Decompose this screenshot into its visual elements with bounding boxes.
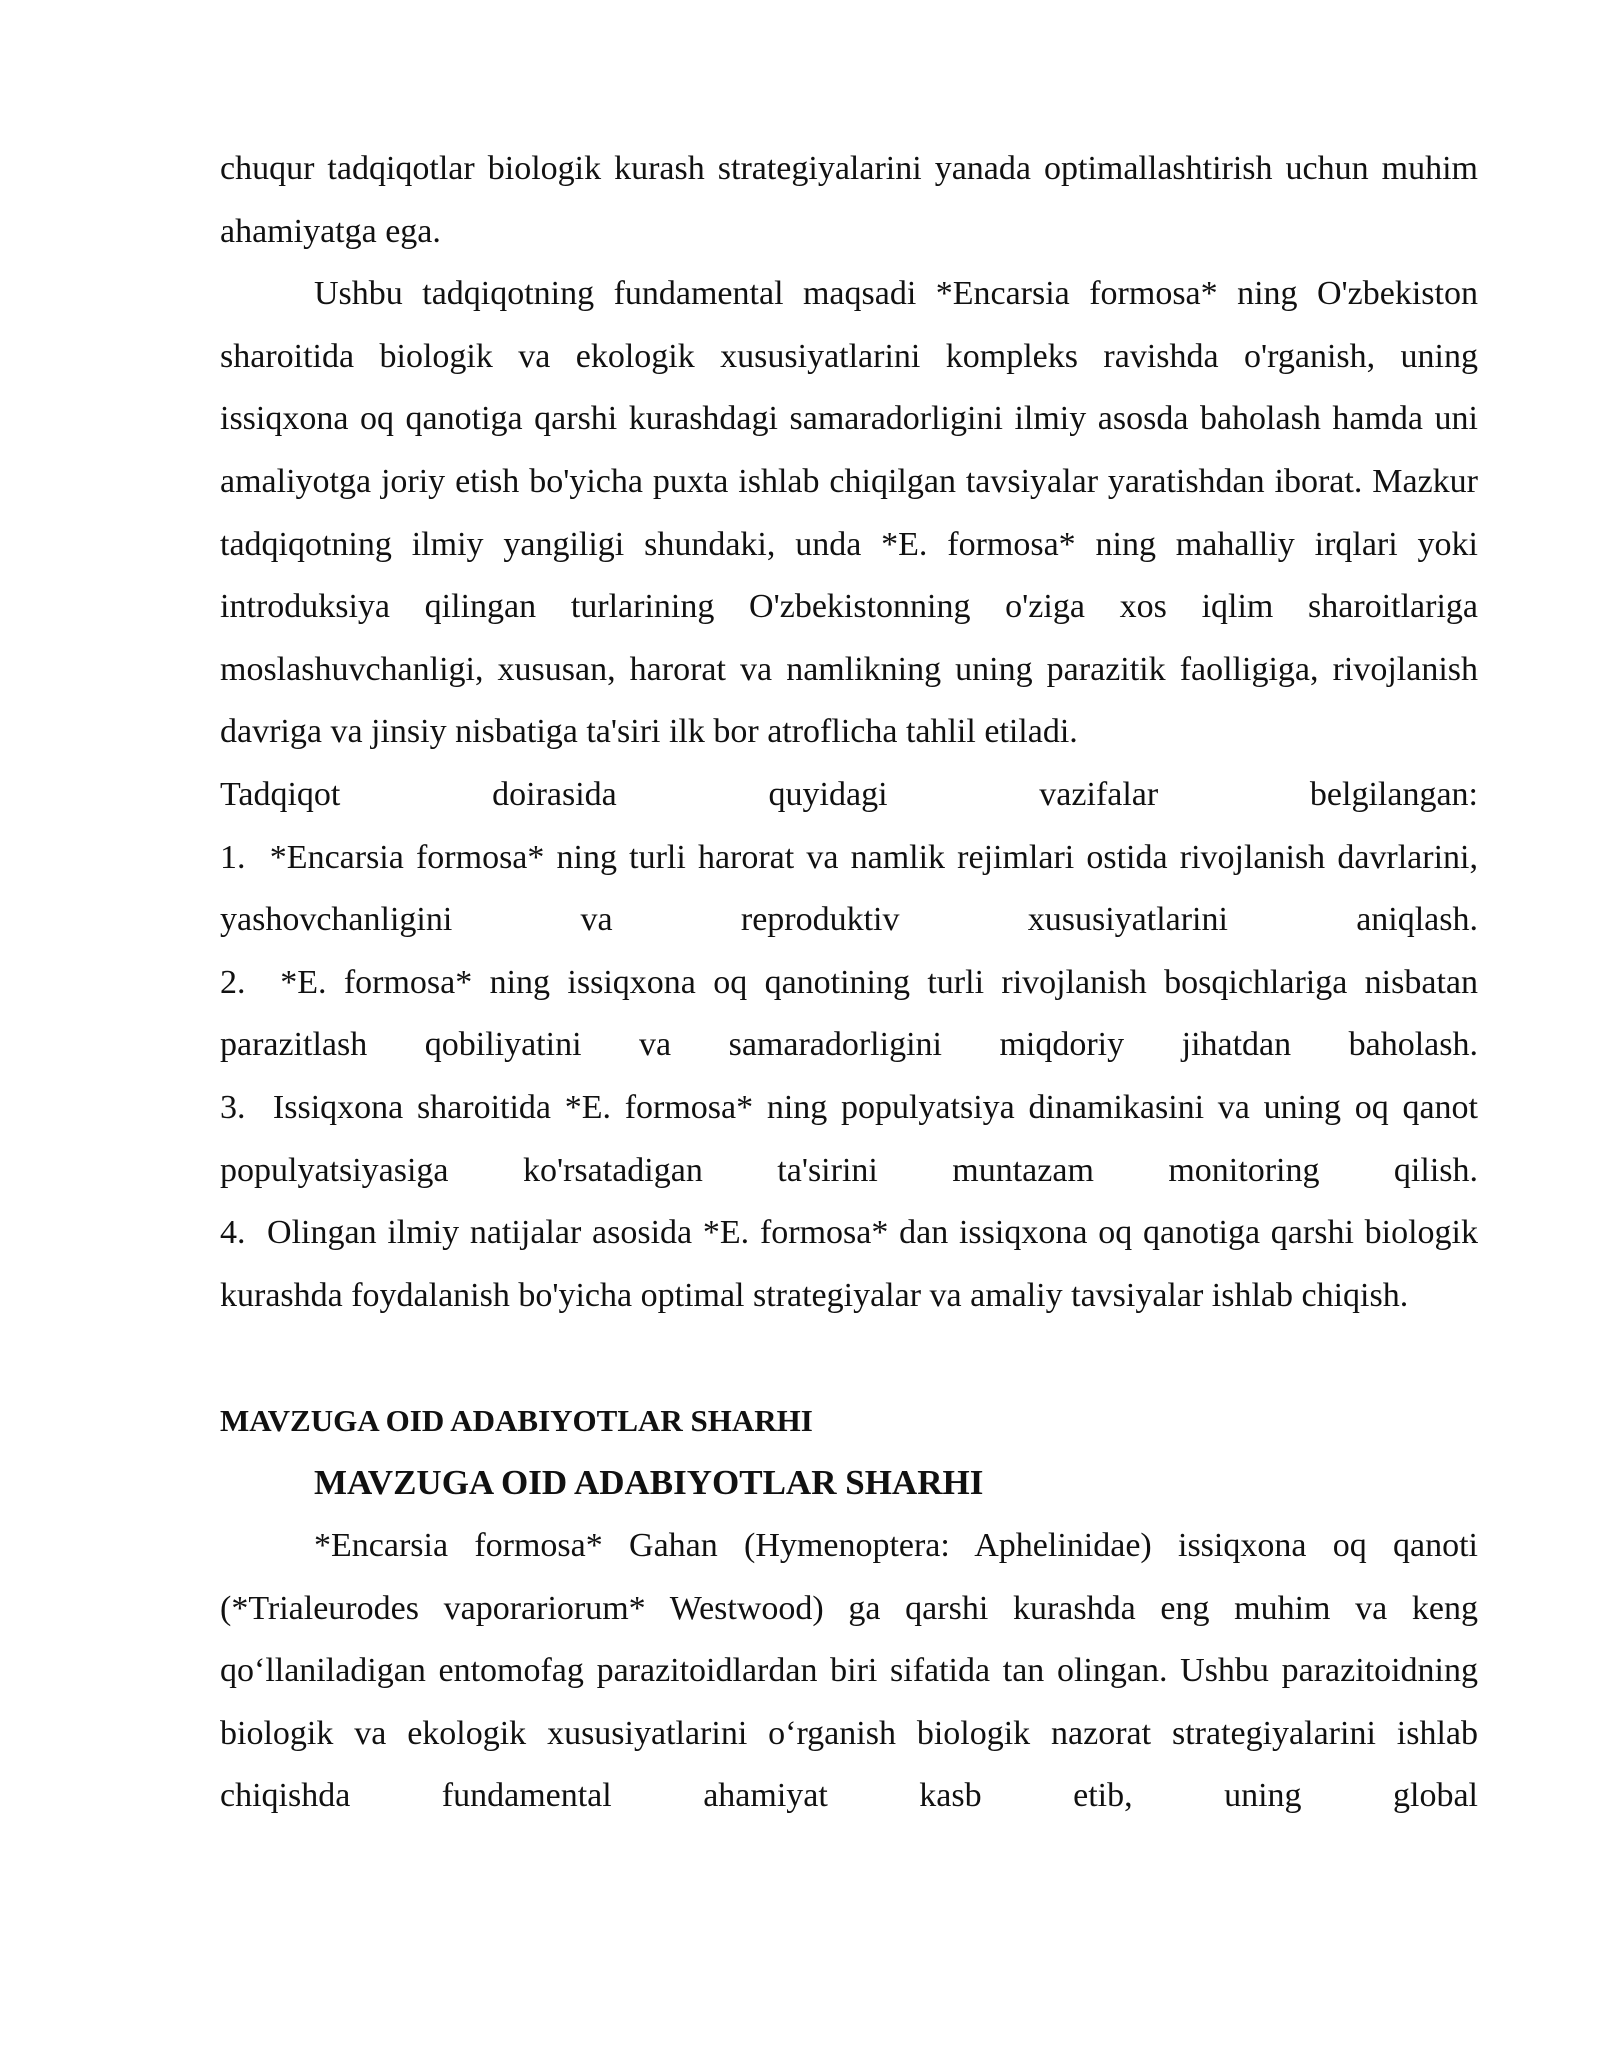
- task-item-2: 2. *E. formosa* ning issiqxona oq qanotining turli rivojlanish bosqichlariga nisbatan parazitlash qobiliyatini va samaradorligini miqdoriy jihatdan baholash.: [220, 963, 1478, 1064]
- task-item-1: 1. *Encarsia formosa* ning turli harorat va namlik rejimlari ostida rivojlanish davrlarini, yashovchanligini va reproduktiv xususiyatlarini aniqlash.: [220, 838, 1478, 939]
- section-heading-small: MAVZUGA OID ADABIYOTLAR SHARHI: [220, 1402, 813, 1438]
- paragraph-continuation: chuqur tadqiqotlar biologik kurash strategiyalarini yanada optimallashtirish uchun muhim ahamiyatga ega.: [220, 150, 1478, 250]
- section-heading-large: MAVZUGA OID ADABIYOTLAR SHARHI: [314, 1463, 984, 1503]
- section-gap: [220, 1327, 1478, 1390]
- document-page: [220, 138, 1478, 1828]
- paragraph-aim: Ushbu tadqiqotning fundamental maqsadi *Encarsia formosa* ning O'zbekiston sharoitida biologik va ekologik xususiyatlarini kompleks ravishda o'rganish, uning issiqxona oq qanotiga qarshi kurashdagi samaradorligini ilmiy asosda baholash hamda uni amaliyotga joriy etish bo'yicha puxta ishlab chiqilgan tavsiyalar yaratishdan iborat. Mazkur tadqiqotning ilmiy yangiligi shundaki, unda *E. formosa* ning mahalliy irqlari yoki introduksiya qilingan turlarining O'zbekistonning o'ziga xos iqlim sharoitlariga moslashuvchanligi, xususan, harorat va namlikning uning parazitik faolligiga, rivojlanish davriga va jinsiy nisbatiga ta'siri ilk bor atroflicha tahlil etiladi.: [220, 275, 1478, 751]
- task-item-3: 3. Issiqxona sharoitida *E. formosa* ning populyatsiya dinamikasini va uning oq qanot populyatsiyasiga ko'rsatadigan ta'sirini muntazam monitoring qilish.: [220, 1088, 1478, 1189]
- task-item-4: 4. Olingan ilmiy natijalar asosida *E. formosa* dan issiqxona oq qanotiga qarshi biologik kurashda foydalanish bo'yicha optimal strategiyalar va amaliy tavsiyalar ishlab chiqish.: [220, 1214, 1478, 1314]
- tasks-intro: Tadqiqot doirasida quyidagi vazifalar belgilangan:: [220, 775, 1478, 813]
- paragraph-literature: *Encarsia formosa* Gahan (Hymenoptera: Aphelinidae) issiqxona oq qanoti (*Trialeurodes vaporariorum* Westwood) ga qarshi kurashda eng muhim va keng qo‘llaniladigan entomofag parazitoidlardan biri sifatida tan olingan. Ushbu parazitoidning biologik va ekologik xususiyatlarini o‘rganish biologik nazorat strategiyalarini ishlab chiqishda fundamental ahamiyat kasb etib, uning global: [220, 1527, 1478, 1815]
